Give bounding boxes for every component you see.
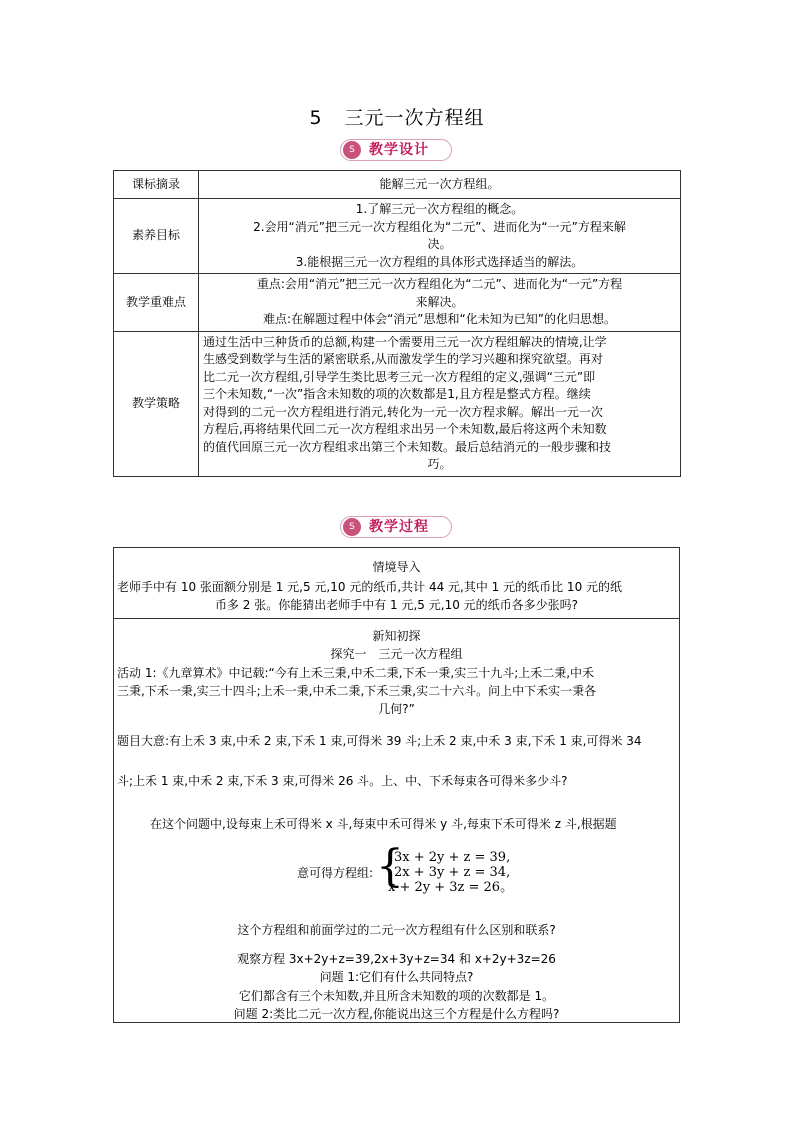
text-line: 难点:在解题过程中体会“消元”思想和“化未知为已知”的化归思想。	[263, 312, 616, 326]
text-line: 3.能根据三元一次方程组的具体形式选择适当的解法。	[295, 254, 584, 269]
text-line: 重点:会用“消元”把三元一次方程组化为“二元”、进而化为“一元”方程	[256, 277, 623, 291]
intro-line: 币多 2 张。你能猜出老师手中有 1 元,5 元,10 元的纸币各多少张吗?	[214, 598, 579, 612]
row-label: 教学重难点	[114, 274, 199, 332]
question-1: 问题 1:它们有什么共同特点?	[319, 970, 474, 984]
text-line: 通过生活中三种货币的总额,构建一个需要用三元一次方程组解决的情境,让学	[203, 334, 607, 349]
row-content: 能解三元一次方程组。	[199, 171, 681, 199]
setup-line: 在这个问题中,设每束上禾可得米 x 斗,每束中禾可得米 y 斗,每束下禾可得米 z 斗,根据题	[150, 817, 617, 831]
activity-line: 三秉,下禾一秉,实三十四斗;上禾一秉,中禾二秉,下禾三秉,实二十六斗。问上中下禾实一秉各	[117, 684, 597, 698]
teaching-design-badge	[340, 139, 452, 161]
text-line: 的值代回原三元一次方程组求出第三个未知数。最后总结消元的一般步骤和技	[203, 439, 612, 454]
text-line: 来解决。	[415, 294, 464, 309]
table-row	[114, 171, 681, 199]
intro-line: 老师手中有 10 张面额分别是 1 元,5 元,10 元的纸币,共计 44 元,其中 1 元的纸币比 10 元的纸	[117, 580, 623, 594]
page-title	[0, 103, 794, 130]
meaning-line: 题目大意:有上禾 3 束,中禾 2 束,下禾 1 束,可得米 39 斗;上禾 2 束,中禾 3 束,下禾 1 束,可得米 34	[117, 734, 642, 748]
system-label: 意可得方程组:	[297, 866, 374, 880]
row-label: 素养目标	[114, 199, 199, 274]
badge-label: 教学设计	[369, 142, 429, 158]
text-line: 对得到的二元一次方程组进行消元,转化为一元一次方程求解。解出一元一次	[203, 404, 603, 419]
meaning-line: 斗;上禾 1 束,中禾 2 束,下禾 3 束,可得米 26 斗。上、中、下禾每束各可得米多少斗?	[117, 774, 568, 788]
brace-icon: {	[376, 841, 404, 892]
question-line: 这个方程组和前面学过的二元一次方程组有什么区别和联系?	[237, 923, 556, 937]
answer-1: 它们都含有三个未知数,并且所含未知数的项的次数都是 1。	[238, 989, 555, 1003]
new-knowledge-heading: 新知初探	[372, 629, 421, 643]
row-content	[199, 331, 681, 476]
badge-label: 教学过程	[369, 519, 429, 535]
row-label: 教学策略	[114, 331, 199, 476]
table-row	[114, 199, 681, 274]
teaching-design-table	[113, 170, 681, 477]
intro-section	[114, 548, 679, 619]
text-line: 方程后,再将结果代回二元一次方程组求出另一个未知数,最后将这两个未知数	[203, 422, 607, 436]
equation: 2x + 3y + z = 34,	[394, 865, 511, 880]
row-content	[199, 199, 681, 274]
table-row	[114, 274, 681, 332]
activity-line: 几何?”	[378, 702, 415, 716]
text-line: 2.会用“消元”把三元一次方程组化为“二元”、进而化为“一元”方程来解	[253, 219, 626, 234]
badge-logo-icon: S	[343, 141, 361, 159]
table-row	[114, 331, 681, 476]
section-title: 三元一次方程组	[344, 107, 485, 129]
text-line: 生感受到数学与生活的紧密联系,从而激发学生的学习兴趣和探究欲望。再对	[203, 352, 603, 366]
text-line: 三个未知数,“一次”指含未知数的项的次数都是1,且方程是整式方程。继续	[203, 387, 591, 401]
equation: x + 2y + 3z = 26。	[388, 880, 514, 895]
text-line: 决。	[427, 237, 452, 251]
badge-logo-icon: S	[343, 518, 361, 536]
intro-heading: 情境导入	[372, 560, 421, 574]
text-line: 比二元一次方程组,引导学生类比思考三元一次方程组的定义,强调“三元”即	[203, 369, 596, 384]
text-line: 巧。	[427, 457, 452, 471]
equation: 3x + 2y + z = 39,	[394, 850, 511, 865]
section-number: 5	[309, 107, 323, 129]
explore-heading: 探究一 三元一次方程组	[330, 647, 463, 661]
text-line: 1.了解三元一次方程组的概念。	[355, 202, 524, 216]
teaching-process-badge	[340, 516, 452, 538]
activity-line: 活动 1:《九章算术》中记载:“今有上禾三秉,中禾二秉,下禾一秉,实三十九斗;上禾二秉,中禾	[117, 666, 595, 680]
teaching-process-box	[113, 547, 680, 1023]
row-content	[199, 274, 681, 332]
observe-line: 观察方程 3x+2y+z=39,2x+3y+z=34 和 x+2y+3z=26	[237, 952, 556, 966]
question-2: 问题 2:类比二元一次方程,你能说出这三个方程是什么方程吗?	[233, 1007, 560, 1021]
row-label: 课标摘录	[114, 171, 199, 199]
